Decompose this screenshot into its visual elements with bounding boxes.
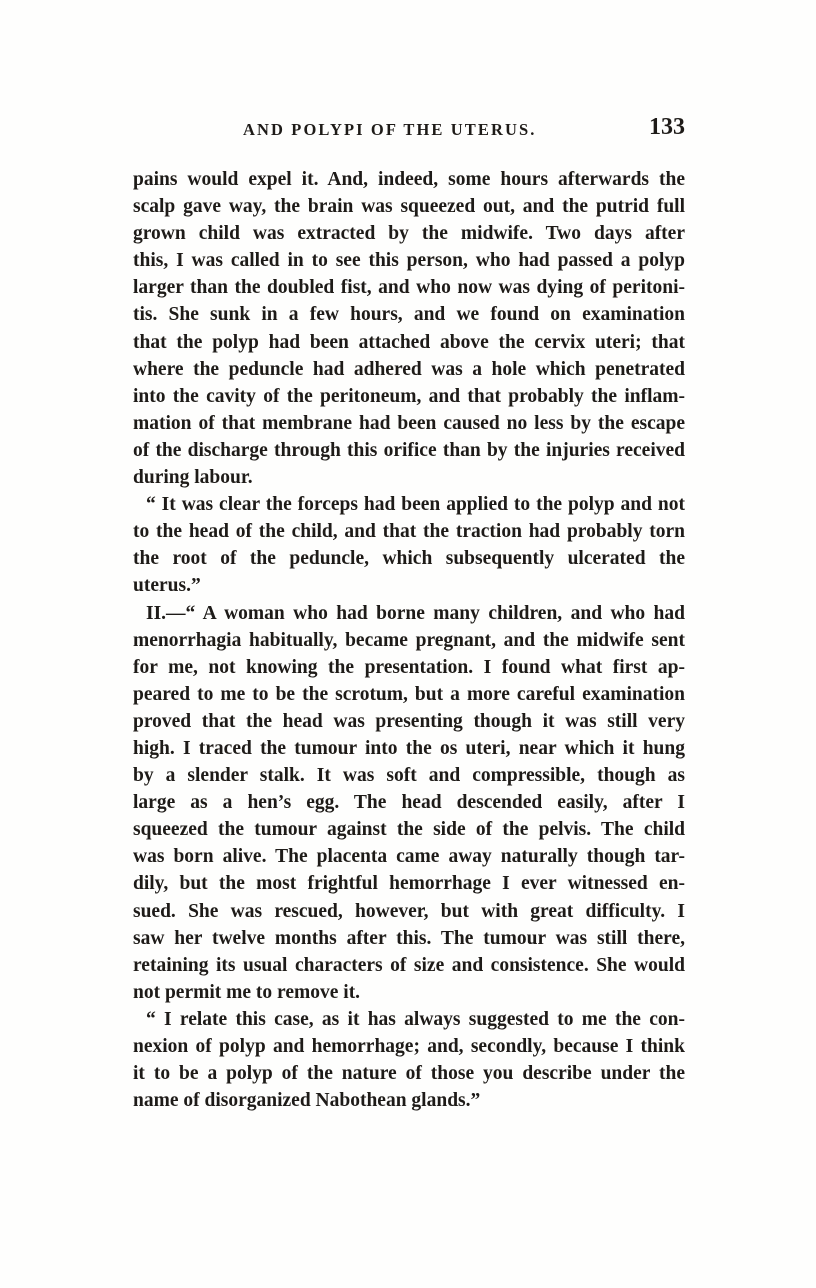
text-line: of the discharge through this orifice than by the injuries received [133,439,685,461]
text-line: into the cavity of the peritoneum, and that probably the inflam- [133,385,685,407]
text-line: high. I traced the tumour into the os uteri, near which it hung [133,737,685,759]
page-number: 133 [649,114,685,140]
text-line: name of disorganized Nabothean glands.” [133,1090,481,1112]
text-line: it to be a polyp of the nature of those you describe under the [133,1063,685,1085]
text-line: dily, but the most frightful hemorrhage I ever witnessed en- [133,873,685,895]
text-line: grown child was extracted by the midwife. Two days after [133,223,685,245]
paragraph [133,600,685,1006]
text-line: this, I was called in to see this person, who had passed a polyp [133,250,685,272]
text-line: was born alive. The placenta came away naturally though tar- [133,846,685,868]
text-line: larger than the doubled fist, and who now was dying of peritoni- [133,277,685,299]
text-line: squeezed the tumour against the side of the pelvis. The child [133,819,685,841]
running-title: AND POLYPI OF THE UTERUS. [243,120,537,139]
text-line: during labour. [133,467,253,489]
text-line: tis. She sunk in a few hours, and we found on examination [133,304,685,326]
text-line: menorrhagia habitually, became pregnant, and the midwife sent [133,629,685,651]
text-line: mation of that membrane had been caused no less by the escape [133,412,685,434]
text-line: by a slender stalk. It was soft and compressible, though as [133,765,685,787]
text-line: to the head of the child, and that the traction had probably torn [133,521,685,543]
text-line: pains would expel it. And, indeed, some hours afterwards the [133,169,685,190]
text-line: nexion of polyp and hemorrhage; and, secondly, because I think [133,1036,685,1057]
text-line: large as a hen’s egg. The head descended easily, after I [133,792,685,814]
text-line: proved that the head was presenting though it was still very [133,710,685,732]
text-line: where the peduncle had adhered was a hole which penetrated [133,358,685,380]
text-line: the root of the peduncle, which subsequently ulcerated the [133,548,685,570]
text-line: II.—“ A woman who had borne many children, and who had [146,602,685,624]
text-line: for me, not knowing the presentation. I found what first ap- [133,656,685,678]
text-line: retaining its usual characters of size and consistence. She would [133,954,685,976]
text-line: sued. She was rescued, however, but with great difficulty. I [133,900,685,922]
text-line: saw her twelve months after this. The tumour was still there, [133,927,685,949]
text-line: peared to me to be the scrotum, but a more careful examination [133,683,685,705]
paragraph [133,166,685,491]
text-line: that the polyp had been attached above the cervix uteri; that [133,331,685,353]
running-head [133,114,685,146]
text-line: “ It was clear the forceps had been applied to the polyp and not [146,494,685,516]
text-line: “ I relate this case, as it has always suggested to me the con- [146,1008,685,1030]
paragraph [133,491,685,599]
text-line: scalp gave way, the brain was squeezed out, and the putrid full [133,196,685,218]
body-text [133,166,685,1114]
paragraph [133,1006,685,1114]
text-line: not permit me to remove it. [133,981,361,1003]
text-line: uterus.” [133,575,201,597]
